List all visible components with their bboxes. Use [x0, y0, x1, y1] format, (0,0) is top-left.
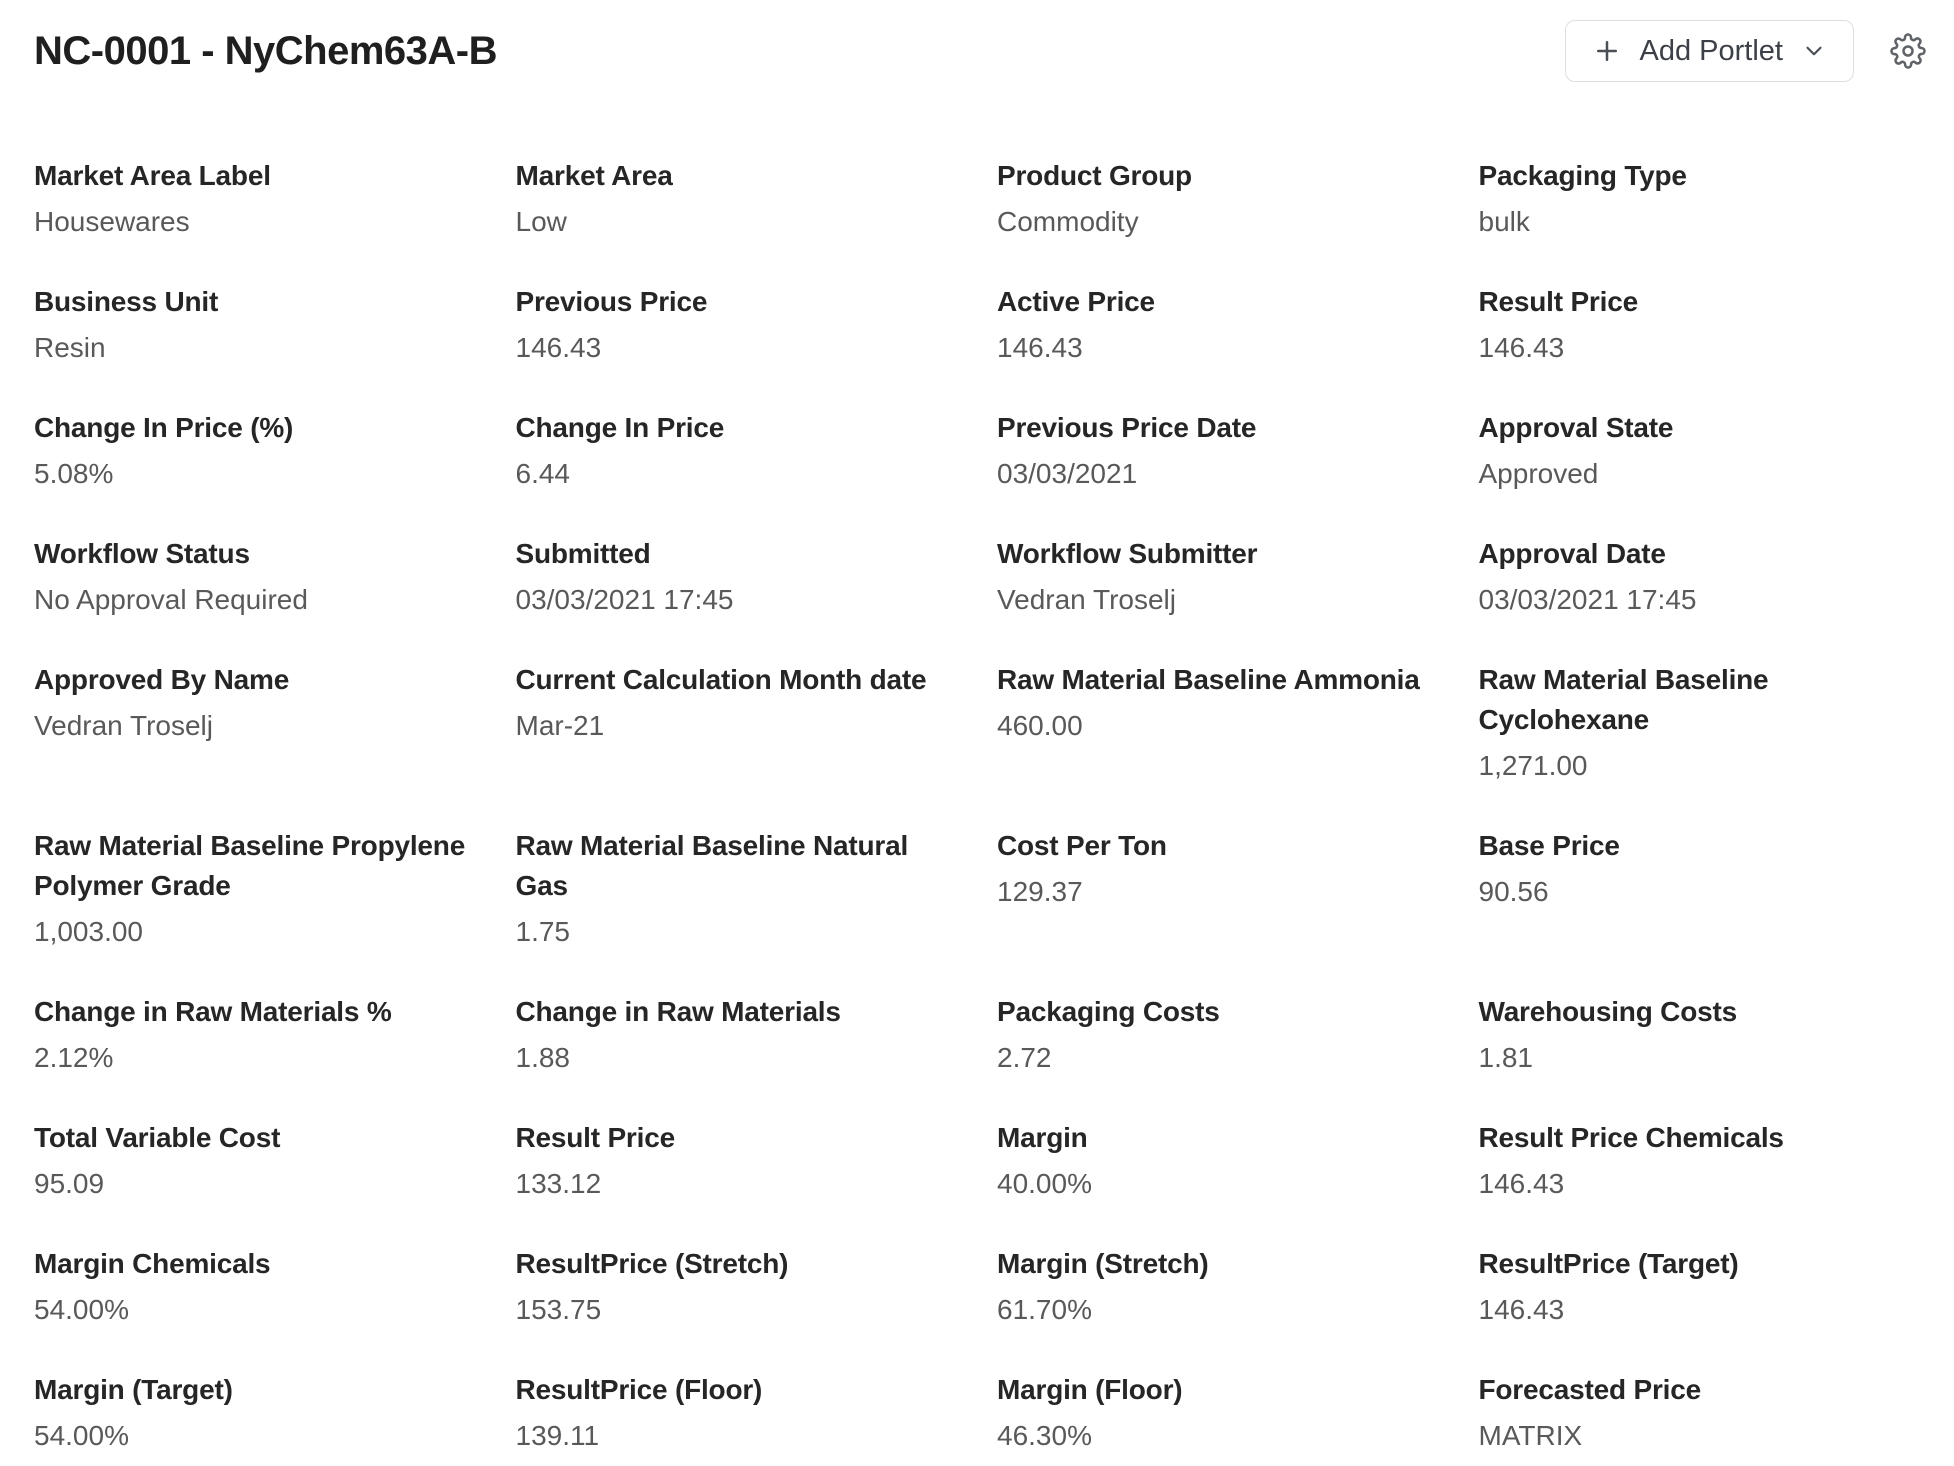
- field-label: Submitted: [515, 538, 651, 569]
- field-label: Forecasted Price: [1478, 1374, 1701, 1405]
- field-label: Change In Price (%): [34, 412, 294, 443]
- field-label: Product Group: [997, 160, 1192, 191]
- field-item: [1479, 1370, 1927, 1456]
- fields-grid: [34, 156, 1926, 1456]
- field-value: 153.75: [515, 1294, 602, 1325]
- field-label: Warehousing Costs: [1478, 996, 1737, 1027]
- field-value: 146.43: [515, 332, 602, 363]
- field-label: Workflow Submitter: [997, 538, 1258, 569]
- field-label: Result Price Chemicals: [1478, 1122, 1784, 1153]
- field-label: Base Price: [1478, 830, 1620, 861]
- field-value: 1,271.00: [1478, 750, 1588, 781]
- field-value: 40.00%: [997, 1168, 1092, 1199]
- field-item: [1479, 992, 1927, 1078]
- field-label: Margin (Target): [34, 1374, 233, 1405]
- field-value: Resin: [34, 332, 106, 363]
- field-item: [1479, 660, 1927, 786]
- field-label: Current Calculation Month date: [515, 664, 927, 695]
- field-value: MATRIX: [1478, 1420, 1583, 1451]
- field-value: 03/03/2021 17:45: [1478, 584, 1697, 615]
- field-value: 1.81: [1478, 1042, 1533, 1073]
- field-value: Housewares: [34, 206, 190, 237]
- field-value: 146.43: [997, 332, 1083, 363]
- field-item: [997, 1118, 1445, 1204]
- page-header: [34, 20, 1926, 82]
- field-value: 2.72: [997, 1042, 1052, 1073]
- field-item: [34, 1244, 482, 1330]
- field-item: [516, 534, 964, 620]
- field-label: Change in Raw Materials: [515, 996, 841, 1027]
- field-item: [516, 992, 964, 1078]
- field-label: Result Price: [515, 1122, 675, 1153]
- field-label: Workflow Status: [34, 538, 250, 569]
- field-value: 54.00%: [34, 1294, 129, 1325]
- field-value: 1,003.00: [34, 916, 143, 947]
- field-item: [997, 826, 1445, 912]
- field-label: ResultPrice (Stretch): [515, 1248, 789, 1279]
- field-value: 90.56: [1478, 876, 1549, 907]
- field-label: Previous Price: [515, 286, 708, 317]
- field-label: Margin: [997, 1122, 1088, 1153]
- field-item: [997, 660, 1445, 746]
- field-value: 146.43: [1478, 1168, 1565, 1199]
- field-value: Low: [515, 206, 567, 237]
- field-value: 460.00: [997, 710, 1083, 741]
- field-item: [997, 282, 1445, 368]
- field-item: [34, 534, 482, 620]
- field-value: Commodity: [997, 206, 1139, 237]
- field-value: No Approval Required: [34, 584, 308, 615]
- header-actions: [1565, 20, 1926, 82]
- field-value: Approved: [1478, 458, 1599, 489]
- field-value: 46.30%: [997, 1420, 1092, 1451]
- field-item: [997, 408, 1445, 494]
- field-label: Packaging Costs: [997, 996, 1220, 1027]
- field-value: Vedran Troselj: [34, 710, 213, 741]
- field-label: Market Area Label: [34, 160, 271, 191]
- field-item: [516, 826, 964, 952]
- field-item: [997, 992, 1445, 1078]
- field-value: 146.43: [1478, 1294, 1565, 1325]
- field-label: Raw Material Baseline Cyclohexane: [1478, 664, 1769, 735]
- field-value: 03/03/2021: [997, 458, 1138, 489]
- field-item: [1479, 408, 1927, 494]
- field-label: Margin (Floor): [997, 1374, 1183, 1405]
- field-item: [34, 408, 482, 494]
- field-item: [34, 992, 482, 1078]
- field-label: Previous Price Date: [997, 412, 1257, 443]
- field-item: [516, 660, 964, 746]
- field-value: 95.09: [34, 1168, 105, 1199]
- field-value: 1.75: [515, 916, 570, 947]
- field-label: Market Area: [515, 160, 673, 191]
- field-item: [1479, 534, 1927, 620]
- field-item: [516, 408, 964, 494]
- field-value: 139.11: [515, 1420, 600, 1451]
- field-value: 03/03/2021 17:45: [515, 584, 734, 615]
- field-item: [1479, 1118, 1927, 1204]
- field-label: Approval State: [1478, 412, 1674, 443]
- field-item: [34, 156, 482, 242]
- field-label: Packaging Type: [1478, 160, 1687, 191]
- field-value: 146.43: [1478, 332, 1565, 363]
- field-label: Result Price: [1478, 286, 1638, 317]
- field-value: 129.37: [997, 876, 1083, 907]
- field-label: Margin (Stretch): [997, 1248, 1209, 1279]
- field-item: [34, 282, 482, 368]
- field-label: Total Variable Cost: [34, 1122, 281, 1153]
- field-label: Approved By Name: [34, 664, 290, 695]
- field-item: [997, 156, 1445, 242]
- chevron-down-icon: [1801, 38, 1827, 64]
- field-value: 54.00%: [34, 1420, 129, 1451]
- add-portlet-label: Add Portlet: [1639, 34, 1783, 67]
- field-item: [1479, 826, 1927, 912]
- field-value: 1.88: [515, 1042, 570, 1073]
- field-label: Approval Date: [1478, 538, 1666, 569]
- field-item: [516, 1370, 964, 1456]
- field-label: Raw Material Baseline Propylene Polymer Grade: [34, 830, 466, 901]
- field-item: [516, 282, 964, 368]
- field-label: Raw Material Baseline Natural Gas: [515, 830, 909, 901]
- field-item: [1479, 282, 1927, 368]
- field-label: ResultPrice (Floor): [515, 1374, 763, 1405]
- field-item: [997, 534, 1445, 620]
- field-label: Business Unit: [34, 286, 219, 317]
- field-label: Margin Chemicals: [34, 1248, 271, 1279]
- field-label: Raw Material Baseline Ammonia: [997, 664, 1420, 695]
- plus-icon: [1592, 36, 1622, 66]
- field-item: [34, 660, 482, 746]
- field-value: Vedran Troselj: [997, 584, 1176, 615]
- page-title: NC-0001 - NyChem63A-B: [34, 29, 497, 73]
- field-value: 61.70%: [997, 1294, 1092, 1325]
- field-item: [516, 1244, 964, 1330]
- field-item: [34, 826, 482, 952]
- field-label: ResultPrice (Target): [1478, 1248, 1739, 1279]
- field-item: [1479, 156, 1927, 242]
- field-label: Change In Price: [515, 412, 725, 443]
- settings-button[interactable]: [1890, 33, 1926, 69]
- field-value: 6.44: [515, 458, 570, 489]
- field-value: 2.12%: [34, 1042, 114, 1073]
- field-value: bulk: [1478, 206, 1530, 237]
- field-label: Cost Per Ton: [997, 830, 1167, 861]
- field-item: [997, 1370, 1445, 1456]
- field-item: [34, 1118, 482, 1204]
- gear-icon: [1890, 33, 1926, 69]
- field-value: 133.12: [515, 1168, 602, 1199]
- field-value: Mar-21: [515, 710, 605, 741]
- field-item: [34, 1370, 482, 1456]
- add-portlet-button[interactable]: [1565, 20, 1854, 82]
- field-label: Active Price: [997, 286, 1155, 317]
- field-value: 5.08%: [34, 458, 114, 489]
- field-item: [997, 1244, 1445, 1330]
- field-item: [516, 1118, 964, 1204]
- field-label: Change in Raw Materials %: [34, 996, 392, 1027]
- field-item: [1479, 1244, 1927, 1330]
- field-item: [516, 156, 964, 242]
